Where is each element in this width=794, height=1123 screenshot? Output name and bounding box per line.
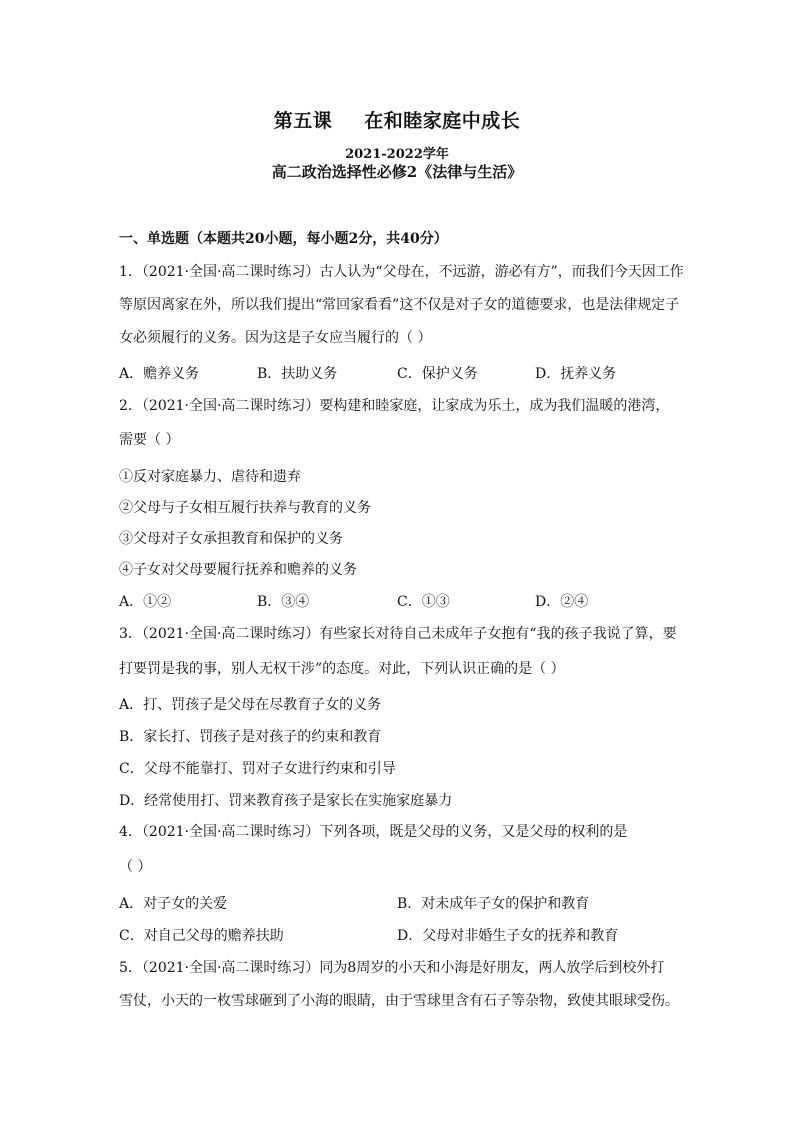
q3-line-1: 3．（2021·全国·高二课时练习）有些家长对待自己未成年子女抱有“我的孩子我说了算，要 bbox=[119, 626, 677, 642]
q1-line-1: 1．（2021·全国·高二课时练习）古人认为“父母在，不远游，游必有方”，而我们今天因工作 bbox=[119, 264, 684, 280]
q3-option-c: C．父母不能靠打、罚对子女进行约束和引导 bbox=[119, 761, 396, 777]
q3-option-b: B．家长打、罚孩子是对孩子的约束和教育 bbox=[119, 729, 382, 745]
school-year: 2021-2022学年 bbox=[345, 147, 449, 162]
q4-option-a: A．对子女的关爱 bbox=[119, 896, 228, 912]
q2-item-1: ①反对家庭暴力、虐待和遗弃 bbox=[119, 469, 301, 485]
q4-line-1: 4．（2021·全国·高二课时练习）下列各项，既是父母的义务，又是父母的权利的是 bbox=[119, 824, 628, 840]
q1-option-d: D．抚养义务 bbox=[535, 366, 617, 382]
lesson-number: 第五课 bbox=[273, 110, 333, 132]
q1-option-b: B．扶助义务 bbox=[257, 366, 338, 382]
q4-option-c: C．对自己父母的赡养扶助 bbox=[119, 928, 284, 944]
q2-option-d: D．②④ bbox=[535, 594, 589, 610]
q2-option-c: C．①③ bbox=[397, 594, 450, 610]
q3-option-a: A．打、罚孩子是父母在尽教育子女的义务 bbox=[119, 697, 382, 713]
q1-line-2: 等原因离家在外，所以我们提出“常回家看看”这不仅是对子女的道德要求，也是法律规定子 bbox=[119, 297, 680, 313]
lesson-name: 在和睦家庭中成长 bbox=[364, 110, 521, 132]
q1-line-3: 女必须履行的义务。因为这是子女应当履行的（ ） bbox=[119, 330, 432, 346]
q4-option-b: B．对未成年子女的保护和教育 bbox=[397, 896, 590, 912]
q1-option-a: A．赡养义务 bbox=[119, 366, 200, 382]
q2-option-b: B．③④ bbox=[257, 594, 310, 610]
q2-item-3: ③父母对子女承担教育和保护的义务 bbox=[119, 531, 343, 547]
course-name: 高二政治选择性必修2《法律与生活》 bbox=[271, 163, 523, 181]
q2-line-2: 需要（ ） bbox=[119, 432, 180, 448]
section-heading: 一、单选题（本题共20小题，每小题2分，共40分） bbox=[119, 231, 448, 247]
q2-item-4: ④子女对父母要履行抚养和赡养的义务 bbox=[119, 562, 357, 578]
q2-item-2: ②父母与子女相互履行扶养与教育的义务 bbox=[119, 500, 371, 516]
q5-line-1: 5．（2021·全国·高二课时练习）同为8周岁的小天和小海是好朋友，两人放学后到校外打 bbox=[119, 960, 665, 976]
q5-line-2: 雪仗，小天的一枚雪球砸到了小海的眼睛，由于雪球里含有石子等杂物，致使其眼球受伤。 bbox=[119, 993, 679, 1009]
q3-option-d: D．经常使用打、罚来教育孩子是家长在实施家庭暴力 bbox=[119, 793, 453, 809]
q4-option-d: D．父母对非婚生子女的抚养和教育 bbox=[397, 928, 619, 944]
page-title bbox=[0, 106, 794, 133]
q2-option-a: A．①② bbox=[119, 594, 172, 610]
q1-option-c: C．保护义务 bbox=[397, 366, 478, 382]
q4-line-2: （ ） bbox=[119, 859, 152, 875]
q2-line-1: 2．（2021·全国·高二课时练习）要构建和睦家庭，让家成为乐土，成为我们温暖的港湾， bbox=[119, 398, 670, 414]
q3-line-2: 打要罚是我的事，别人无权干涉”的态度。对此，下列认识正确的是（ ） bbox=[119, 661, 565, 677]
